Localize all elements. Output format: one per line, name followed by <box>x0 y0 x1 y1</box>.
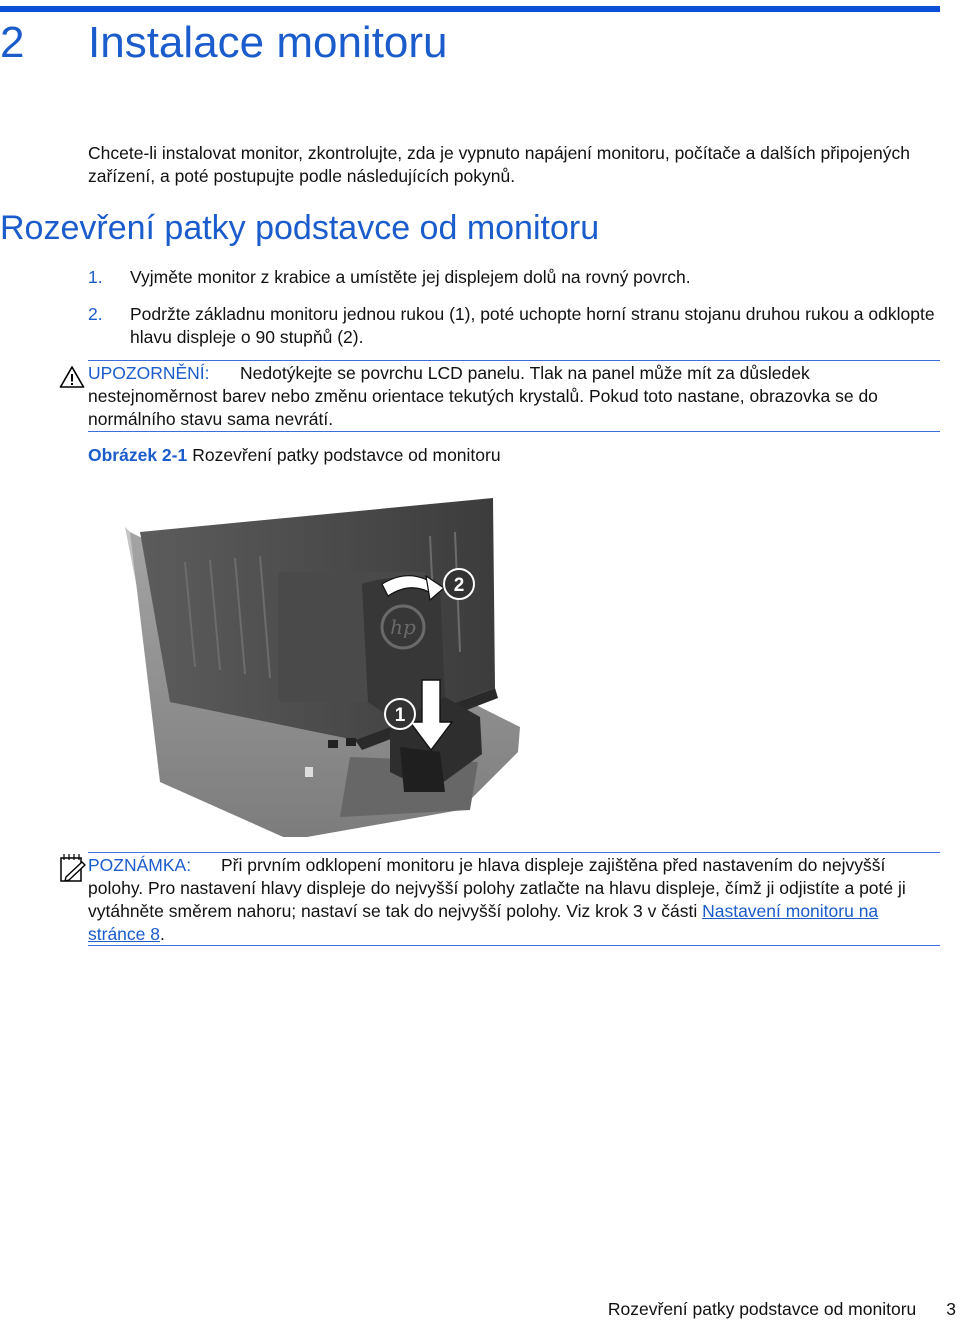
port <box>346 738 356 746</box>
section-title: Rozevření patky podstavce od monitoru <box>0 209 600 247</box>
note-end: . <box>159 924 165 944</box>
chapter-title <box>0 18 448 68</box>
caution-label: UPOZORNĚNÍ: <box>88 363 210 383</box>
note-bottom-rule <box>88 945 940 946</box>
stand-foot-front <box>400 747 445 792</box>
callout-2-label: 2 <box>453 575 465 596</box>
note-pencil-icon <box>58 853 86 883</box>
note-top-rule <box>88 852 940 853</box>
callout-1-label: 1 <box>394 705 406 726</box>
hp-logo-text: hp <box>390 615 416 639</box>
step-item <box>88 266 938 289</box>
step-number: 2. <box>88 304 103 324</box>
note-link[interactable]: Nastavení monitoru na stránce 8 <box>88 901 879 944</box>
top-rule <box>0 6 940 12</box>
footer-title: Rozevření patky podstavce od monitoru <box>607 1299 917 1319</box>
chapter-number: 2 <box>0 18 25 67</box>
power-indicator <box>305 767 313 777</box>
step-text: Podržte základnu monitoru jednou rukou (1), poté uchopte horní stranu stojanu druhou rukou a odklopte hlavu displeje o 90 stupňů (2). <box>130 304 935 347</box>
page-number: 3 <box>946 1299 956 1319</box>
note-label: POZNÁMKA: <box>88 855 192 875</box>
caution-bottom-rule <box>88 431 940 432</box>
step-number: 1. <box>88 267 103 287</box>
page-footer <box>608 1298 956 1321</box>
step-text: Vyjměte monitor z krabice a umístěte jej displejem dolů na rovný povrch. <box>130 267 691 287</box>
step-item <box>88 303 938 349</box>
warning-triangle-icon <box>59 365 85 389</box>
chapter-title-text: Instalace monitoru <box>88 18 448 67</box>
monitor-stand-illustration <box>100 492 540 837</box>
caution-top-rule <box>88 360 940 361</box>
figure-label: Obrázek 2-1 <box>88 445 188 465</box>
caution-body: Nedotýkejte se povrchu LCD panelu. Tlak na panel může mít za důsledek nestejnoměrnost barev nebo změnu orientace tekutých krystalů. Pokud toto nastane, obrazovka se do normálního stavu sama nevrátí. <box>88 363 878 429</box>
figure-caption-text: Rozevření patky podstavce od monitoru <box>192 445 501 465</box>
figure-caption <box>88 444 501 467</box>
intro-paragraph: Chcete-li instalovat monitor, zkontrolujte, zda je vypnuto napájení monitoru, počítače a dalších připojených zařízení, a poté postupujte podle následujících pokynů. <box>88 143 910 186</box>
caution-callout <box>88 362 938 431</box>
port <box>328 740 338 748</box>
note-callout <box>88 854 938 946</box>
note-body: Při prvním odklopení monitoru je hlava displeje zajištěna před nastavením do nejvyšší polohy. Pro nastavení hlavy displeje do nejvyšší polohy zatlačte na hlavu displeje, čímž ji odjistíte a poté ji vytáhněte směrem nahoru; nastaví se tak do nejvyšší polohy. Viz krok 3 v části <box>88 855 906 921</box>
